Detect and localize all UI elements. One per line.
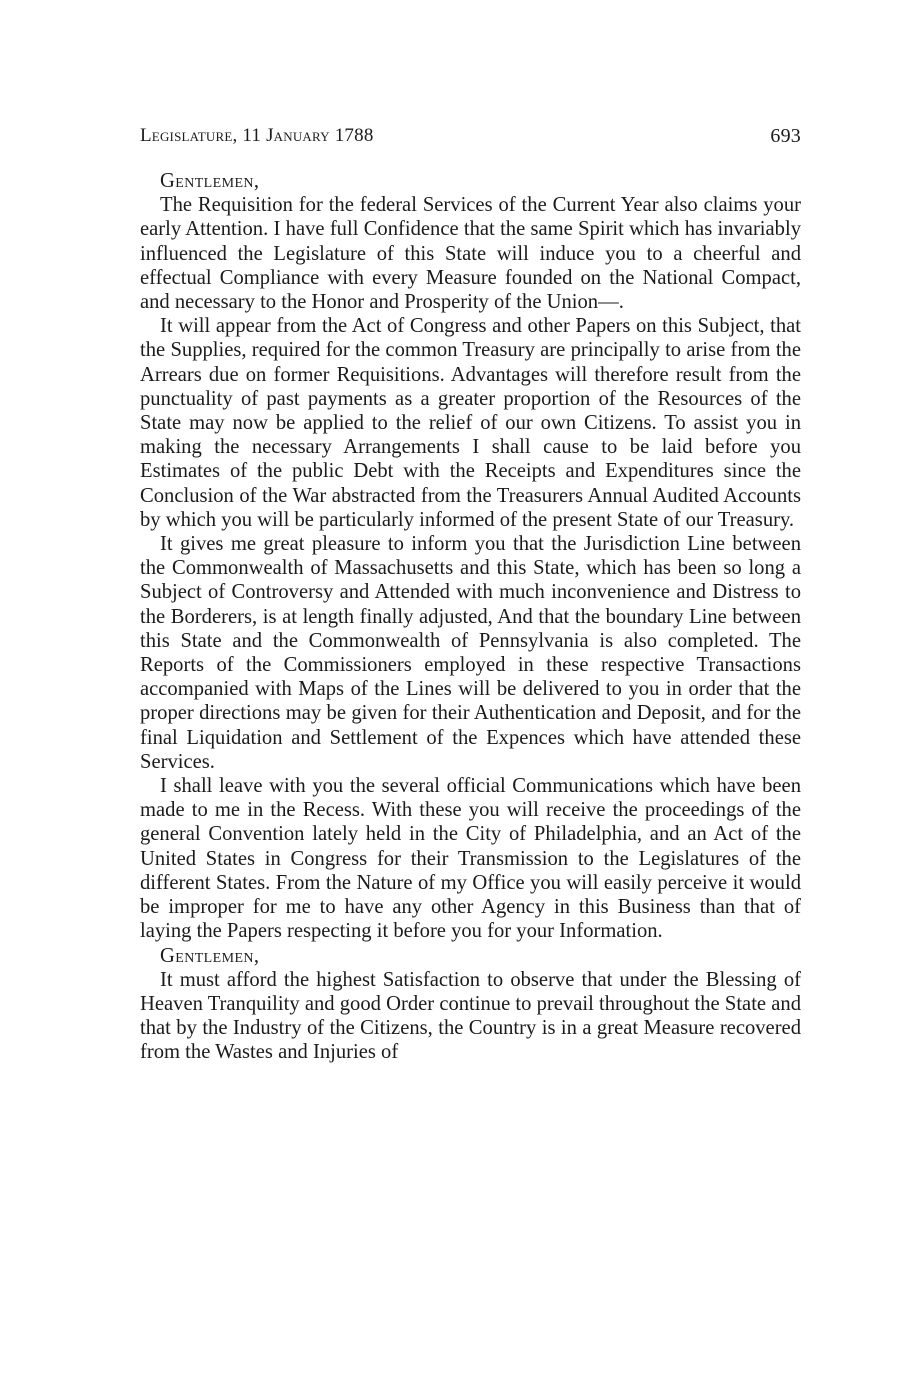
running-head-title-part: , 11 xyxy=(232,125,267,146)
paragraph: The Requisition for the federal Services of the Current Year also claims your early Attention. I have full Confidence that the same Spirit which has invariably influenced the Legislature of this State will induce you to a cheerful and effectual Compliance with every Measure founded on the National Compact, and necessary to the Honor and Prosperity of the Union—. xyxy=(140,194,801,314)
paragraph: It must afford the highest Satisfaction to observe that under the Blessing of Heaven Tranquility and good Order continue to prevail throughout the State and that by the Industry of the Citizens, the Country is in a great Measure recovered from the Wastes and Injuries of xyxy=(140,968,801,1064)
salutation: Gentlemen, xyxy=(160,170,260,192)
paragraph: It gives me great pleasure to inform you that the Jurisdiction Line between the Commonwealth of Massachusetts and this State, which has been so long a Subject of Controversy and Attended with much inconvenience and Distress to the Borderers, is at length finally adjusted, And that the boundary Line between this State and the Commonwealth of Pennsylvania is also completed. The Reports of the Commissioners employed in these respective Transactions accompanied with Maps of the Lines will be delivered to you in order that the proper directions may be given for their Authentication and Deposit, and for the final Liquidation and Settlement of the Expences which have attended these Services. xyxy=(140,533,801,773)
running-head-title-part: Legislature xyxy=(140,125,233,146)
running-head xyxy=(140,121,801,151)
body-text xyxy=(140,169,801,1065)
running-head-title xyxy=(140,121,374,151)
paragraph: It will appear from the Act of Congress and other Papers on this Subject, that the Supplies, required for the common Treasury are principally to arise from the Arrears due on former Requisitions. Advantages will therefore result from the punctuality of past payments as a greater proportion of the Resources of the State may now be applied to the relief of our own Citizens. To assist you in making the necessary Arrangements I shall cause to be laid before you Estimates of the public Debt with the Receipts and Expenditures since the Conclusion of the War abstracted from the Treasurers Annual Audited Accounts by which you will be particularly informed of the present State of our Treasury. xyxy=(140,315,801,531)
paragraph: I shall leave with you the several official Communications which have been made to me in the Recess. With these you will receive the proceedings of the general Convention lately held in the City of Philadelphia, and an Act of the United States in Congress for their Transmission to the Legislatures of the different States. From the Nature of my Office you will easily perceive it would be improper for me to have any other Agency in this Business than that of laying the Papers respecting it before you for your Information. xyxy=(140,775,801,943)
running-head-title-part: January xyxy=(266,125,330,146)
salutation: Gentlemen, xyxy=(160,944,260,967)
running-head-title-part: 1788 xyxy=(329,125,374,146)
page-number: 693 xyxy=(770,125,801,147)
book-page xyxy=(140,121,801,1065)
